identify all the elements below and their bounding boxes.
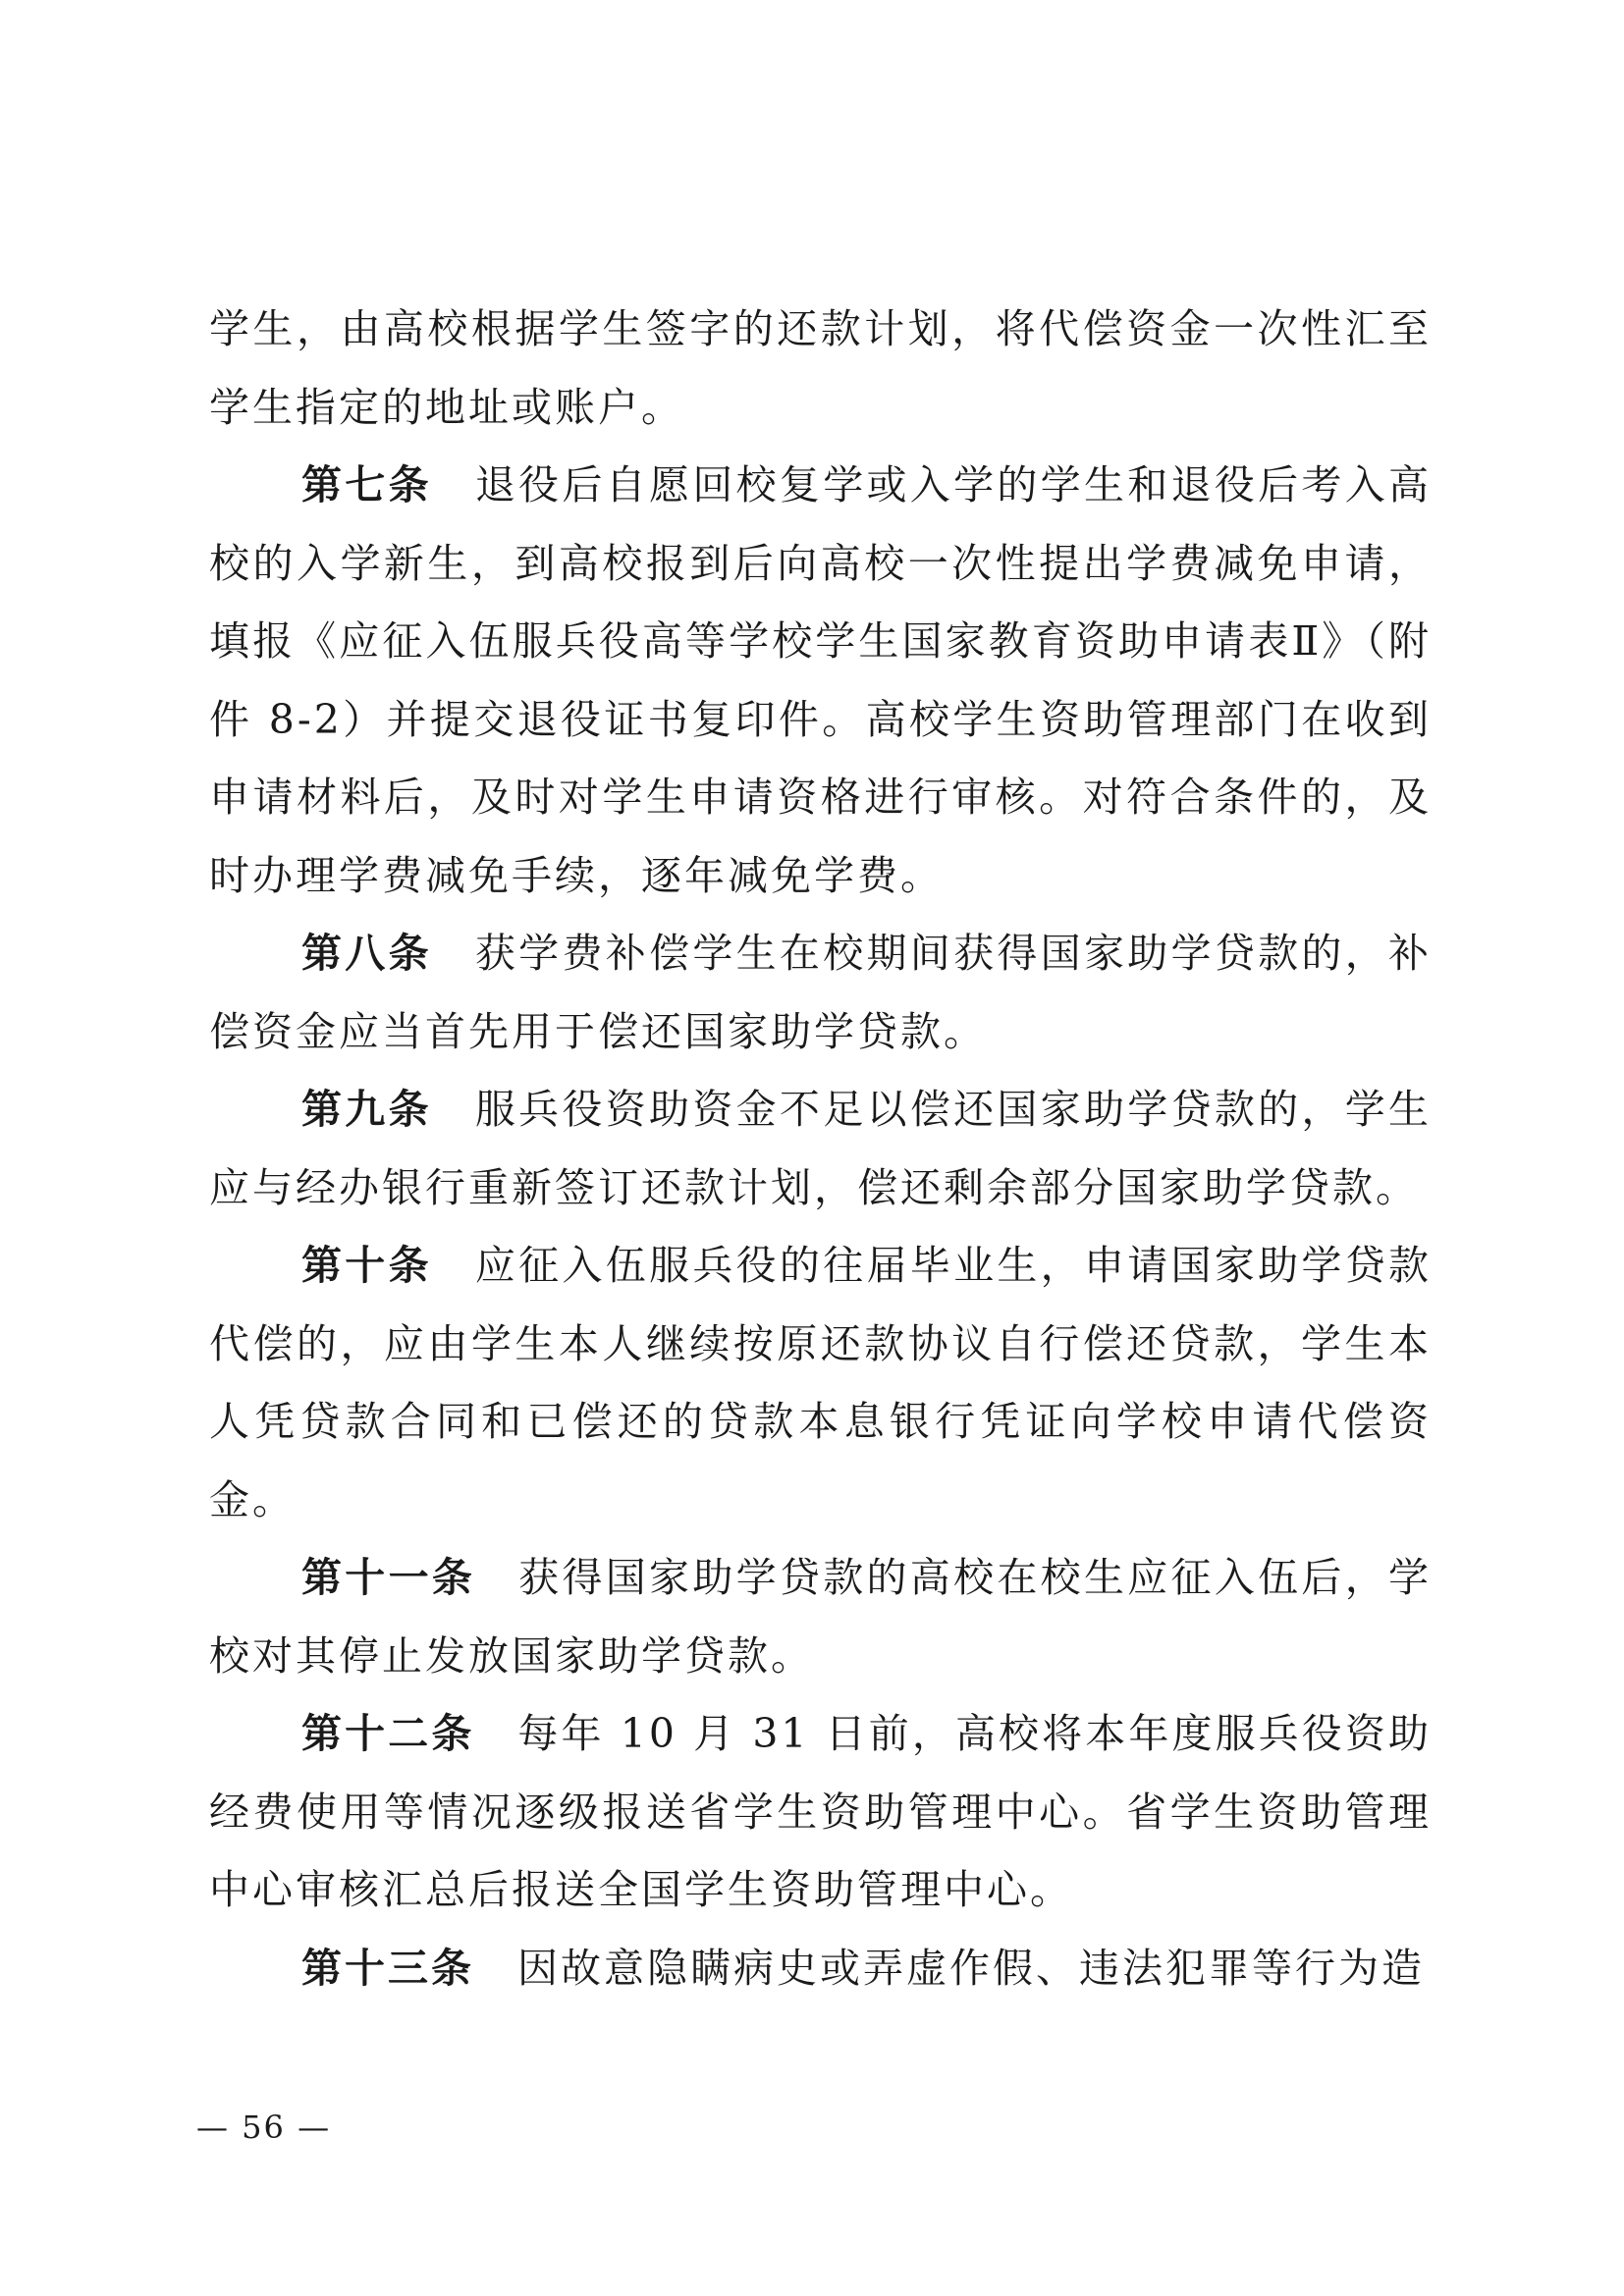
- article-number: 第十二条: [301, 1710, 475, 1757]
- article-text: 每年 10 月 31 日前，高校将本年度服兵役资助经费使用等情况逐级报送省学生资助管理中心。省学生资助管理中心审核汇总后报送全国学生资助管理中心。: [209, 1710, 1432, 1913]
- article-number: 第十一条: [301, 1554, 476, 1601]
- article-10: [209, 1227, 1432, 1539]
- article-12: [209, 1695, 1432, 1930]
- article-7: [209, 447, 1432, 915]
- article-number: 第九条: [301, 1086, 432, 1133]
- article-9: [209, 1071, 1432, 1227]
- article-number: 第八条: [301, 930, 432, 977]
- article-text: 退役后自愿回校复学或入学的学生和退役后考入高校的入学新生，到高校报到后向高校一次性提出学费减免申请，填报《应征入伍服兵役高等学校学生国家教育资助申请表Ⅱ》（附件 8-2）并提交退役证书复印件。高校学生资助管理部门在收到申请材料后，及时对学生申请资格进行审核。对符合条件的，及时办理学费减免手续，逐年减免学费。: [209, 461, 1432, 899]
- article-number: 第十三条: [301, 1944, 474, 1992]
- article-13: [209, 1930, 1432, 2008]
- article-text: 获学费补偿学生在校期间获得国家助学贷款的，补偿资金应当首先用于偿还国家助学贷款。: [209, 930, 1432, 1055]
- page-number: — 56 —: [196, 2109, 332, 2146]
- article-text: 获得国家助学贷款的高校在校生应征入伍后，学校对其停止发放国家助学贷款。: [209, 1554, 1433, 1680]
- paragraph-continuation: [209, 291, 1432, 447]
- article-text: 应征入伍服兵役的往届毕业生，申请国家助学贷款代偿的，应由学生本人继续按原还款协议自行偿还贷款，学生本人凭贷款合同和已偿还的贷款本息银行凭证向学校申请代偿资金。: [209, 1242, 1432, 1523]
- article-text: 服兵役资助资金不足以偿还国家助学贷款的，学生应与经办银行重新签订还款计划，偿还剩余部分国家助学贷款。: [209, 1086, 1432, 1211]
- paragraph-text: 学生，由高校根据学生签字的还款计划，将代偿资金一次性汇至学生指定的地址或账户。: [209, 305, 1432, 431]
- article-8: [209, 915, 1432, 1071]
- article-11: [209, 1539, 1432, 1695]
- article-number: 第七条: [301, 461, 432, 508]
- article-number: 第十条: [301, 1242, 432, 1289]
- document-body: [209, 291, 1432, 2007]
- article-text: 因故意隐瞒病史或弄虚作假、违法犯罪等行为造: [517, 1944, 1425, 1992]
